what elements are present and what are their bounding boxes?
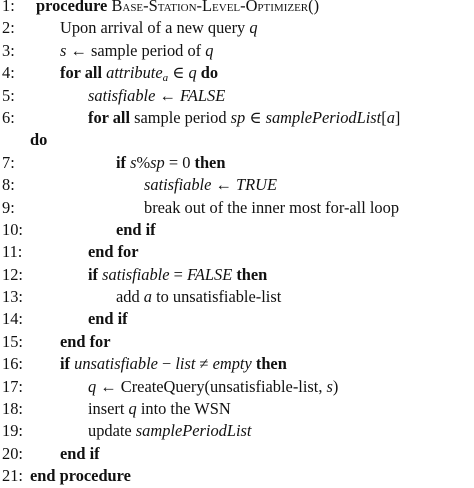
code-token: end procedure [30,466,131,486]
line-number: 10: [2,219,23,239]
algo-line [0,353,474,375]
algo-line [0,264,474,286]
code-token: sample period [130,107,231,127]
code-token: − [157,354,176,374]
line-number: 9: [2,197,15,217]
line-number: 20: [2,443,23,463]
line-code [144,197,399,219]
code-token: attribute [106,63,163,83]
code-token: sp [150,152,165,172]
algo-line [0,241,474,263]
code-token: q [88,376,97,396]
code-token: samplePeriodList [135,421,252,441]
code-token: end for [88,242,139,262]
algo-line [0,219,474,241]
code-token: ← [211,175,236,195]
code-token: do [200,63,219,83]
code-token: Upon arrival of a new query [60,18,250,38]
line-number: 16: [2,354,23,374]
code-token: a [143,287,152,307]
code-token: ← sample period of [66,40,206,60]
code-token: sp [230,107,246,127]
code-token: end if [88,309,128,329]
code-token: q [205,40,214,60]
algo-line [0,17,474,39]
line-number: 17: [2,376,23,396]
algo-line [0,129,474,151]
code-token: samplePeriodList [265,107,382,127]
line-number: 4: [2,63,15,83]
code-token: to unsatisfiable-list [151,287,282,307]
code-token: s [60,40,67,60]
algo-line [0,40,474,62]
line-number: 15: [2,331,23,351]
line-code [88,107,400,129]
line-number: 3: [2,40,15,60]
code-token: procedure [36,0,108,15]
line-code [88,398,231,420]
line-code [88,264,267,286]
algo-line [0,107,474,129]
code-token: ∈ [168,63,189,83]
code-token: = [169,264,187,284]
code-token: end if [116,219,156,239]
algo-line [0,62,474,84]
algo-line [0,308,474,330]
code-token: list [175,354,196,374]
code-token: % [136,152,151,172]
line-code [30,465,131,487]
code-token: q [249,18,258,38]
line-number: 1: [2,0,15,15]
code-token: s [130,152,137,172]
algo-line [0,286,474,308]
code-token: satisfiable [88,85,156,105]
code-token: a [386,107,395,127]
code-token: ] [394,107,401,127]
code-token: FALSE [179,85,226,105]
code-token: do [30,130,48,150]
code-token: if [60,354,71,374]
code-token: ) [332,376,339,396]
algo-line [0,398,474,420]
code-token: a [162,72,169,85]
code-token: end if [60,443,100,463]
line-number: 2: [2,18,15,38]
code-token: q [128,399,137,419]
algo-line [0,197,474,219]
line-number: 7: [2,152,15,172]
line-code [60,17,258,39]
line-number: 6: [2,107,15,127]
code-token: () [308,0,320,15]
line-number: 11: [2,242,23,262]
code-token: satisfiable [144,175,212,195]
line-code [36,0,319,17]
code-token: update [88,421,136,441]
code-token: ← CreateQuery(unsatisfiable-list, [96,376,327,396]
line-code [116,152,225,174]
algo-line [0,85,474,107]
code-token: then [236,264,268,284]
algo-line [0,174,474,196]
line-code [116,219,156,241]
code-token: end for [60,331,111,351]
algo-line [0,376,474,398]
algo-line [0,465,474,487]
line-number: 14: [2,309,23,329]
algo-line [0,152,474,174]
algo-line [0,420,474,442]
code-token: Base-Station-Level-Optimizer [111,0,309,15]
code-token: [ [381,107,387,127]
code-token: into the WSN [136,399,231,419]
line-code [88,420,251,442]
code-token: for all [88,107,131,127]
line-code [88,241,139,263]
line-number: 12: [2,264,23,284]
line-code [116,286,281,308]
line-number: 21: [2,466,23,486]
code-token: s [326,376,333,396]
code-token: satisfiable [102,264,170,284]
line-number: 19: [2,421,23,441]
line-number: 13: [2,287,23,307]
code-token: if [116,152,127,172]
code-token: then [194,152,226,172]
line-code [144,174,277,196]
code-token: add [116,287,144,307]
code-token: if [88,264,99,284]
code-token: unsatisfiable [74,354,158,374]
code-token: ← [155,85,180,105]
line-code [60,443,100,465]
code-token: then [255,354,287,374]
code-token: = 0 [164,152,195,172]
line-code [60,353,287,375]
line-number: 8: [2,175,15,195]
code-token: break out of the inner most for-all loop [144,197,400,217]
code-token: for all [60,63,103,83]
code-token: ∈ [245,107,266,127]
line-code [88,85,225,107]
code-token: insert [88,399,129,419]
algo-line [0,443,474,465]
code-token: empty [212,354,252,374]
algo-line [0,0,474,17]
line-code [30,129,47,151]
code-token: ≠ [195,354,213,374]
code-token: TRUE [235,175,277,195]
line-code [60,40,213,62]
line-code [60,331,111,353]
code-token: q [188,63,197,83]
line-number: 5: [2,85,15,105]
line-number: 18: [2,399,23,419]
line-code [88,308,128,330]
code-token: FALSE [186,264,233,284]
algo-line [0,331,474,353]
line-code [88,376,338,398]
